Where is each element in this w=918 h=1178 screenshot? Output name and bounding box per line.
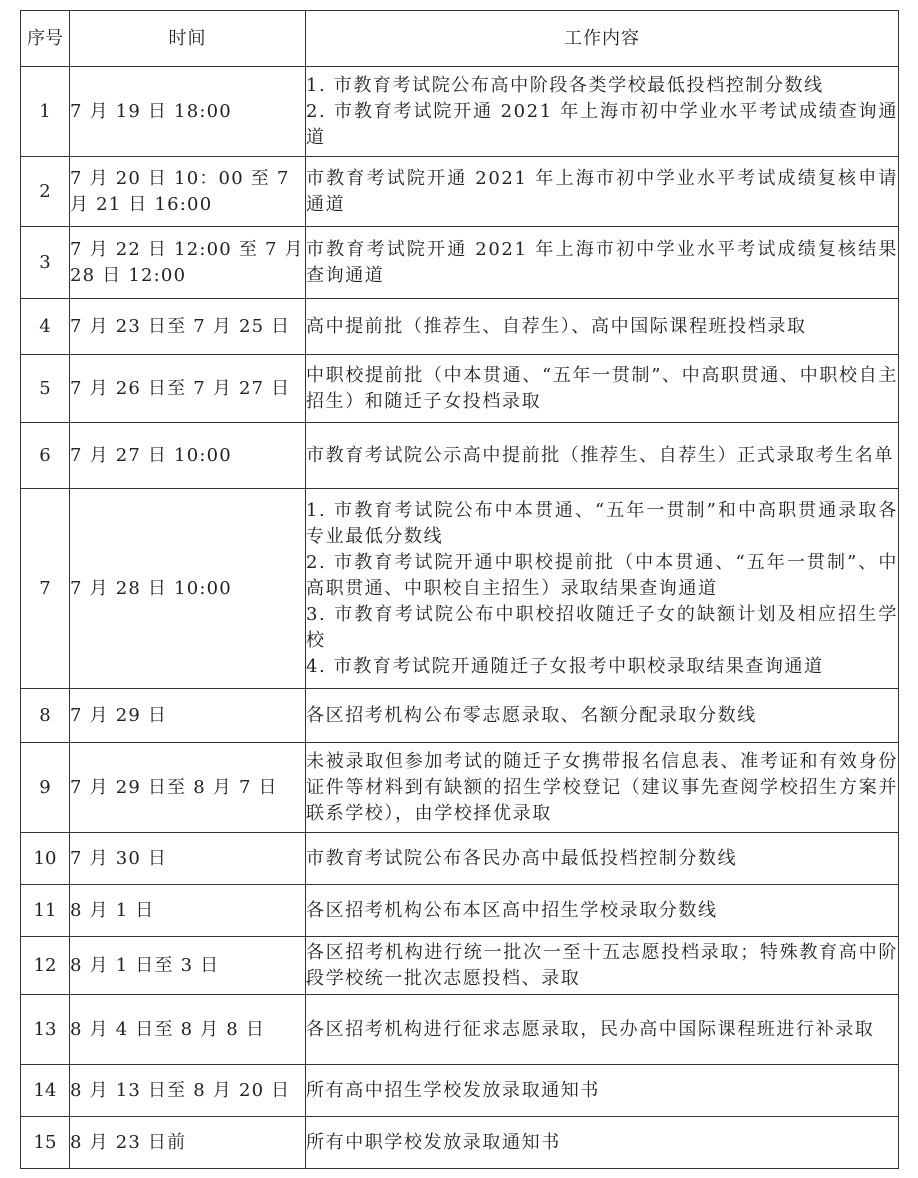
header-time: 时间 — [70, 11, 306, 67]
table-row — [21, 489, 899, 689]
work-item: 高中提前批（推荐生、自荐生）、高中国际课程班投档录取 — [306, 315, 807, 337]
work-item: 市教育考试院公示高中提前批（推荐生、自荐生）正式录取考生名单 — [306, 444, 894, 466]
work-item: 1. 市教育考试院公布高中阶段各类学校最低投档控制分数线 — [306, 74, 824, 96]
table-row — [21, 743, 899, 833]
row-work-content — [306, 743, 899, 833]
work-item: 2. 市教育考试院开通中职校提前批（中本贯通、“五年一贯制”、中高职贯通、中职校自主招生）录取结果查询通道 — [306, 551, 898, 599]
row-work-content — [306, 937, 899, 995]
table-row — [21, 833, 899, 885]
row-seq: 15 — [21, 1117, 70, 1169]
work-item: 所有高中招生学校发放录取通知书 — [306, 1079, 600, 1101]
work-item: 市教育考试院公布各民办高中最低投档控制分数线 — [306, 847, 738, 869]
row-work-content — [306, 227, 899, 299]
table-row — [21, 157, 899, 227]
row-time: 7 月 19 日 18:00 — [70, 67, 306, 157]
row-seq: 7 — [21, 489, 70, 689]
row-time: 7 月 30 日 — [70, 833, 306, 885]
row-seq: 4 — [21, 299, 70, 355]
table-row — [21, 689, 899, 743]
row-time: 7 月 29 日 — [70, 689, 306, 743]
work-item: 2. 市教育考试院开通 2021 年上海市初中学业水平考试成绩查询通道 — [306, 100, 898, 148]
work-item: 各区招考机构进行征求志愿录取，民办高中国际课程班进行补录取 — [306, 1018, 875, 1040]
row-seq: 9 — [21, 743, 70, 833]
table-row — [21, 423, 899, 489]
row-time: 7 月 29 日至 8 月 7 日 — [70, 743, 306, 833]
admission-schedule-table — [20, 10, 899, 1169]
row-work-content — [306, 995, 899, 1065]
row-seq: 1 — [21, 67, 70, 157]
row-seq: 2 — [21, 157, 70, 227]
row-time: 7 月 22 日 12:00 至 7 月 28 日 12:00 — [70, 227, 306, 299]
table-header-row — [21, 11, 899, 67]
header-work: 工作内容 — [306, 11, 899, 67]
table-row — [21, 355, 899, 423]
work-item: 未被录取但参加考试的随迁子女携带报名信息表、准考证和有效身份证件等材料到有缺额的招生学校登记（建议事先查阅学校招生方案并联系学校），由学校择优录取 — [306, 750, 898, 824]
row-work-content — [306, 423, 899, 489]
row-time: 7 月 23 日至 7 月 25 日 — [70, 299, 306, 355]
work-item: 各区招考机构进行统一批次一至十五志愿投档录取；特殊教育高中阶段学校统一批次志愿投档、录取 — [306, 941, 898, 989]
row-seq: 5 — [21, 355, 70, 423]
work-item: 各区招考机构公布本区高中招生学校录取分数线 — [306, 899, 718, 921]
row-time: 8 月 13 日至 8 月 20 日 — [70, 1065, 306, 1117]
row-seq: 8 — [21, 689, 70, 743]
work-item: 1. 市教育考试院公布中本贯通、“五年一贯制”和中高职贯通录取各专业最低分数线 — [306, 499, 898, 547]
row-work-content — [306, 885, 899, 937]
row-time: 8 月 1 日 — [70, 885, 306, 937]
table-row — [21, 937, 899, 995]
row-seq: 11 — [21, 885, 70, 937]
row-time: 7 月 20 日 10：00 至 7 月 21 日 16:00 — [70, 157, 306, 227]
work-item: 市教育考试院开通 2021 年上海市初中学业水平考试成绩复核申请通道 — [306, 167, 898, 215]
table-row — [21, 299, 899, 355]
table-row — [21, 995, 899, 1065]
table-body — [21, 67, 899, 1169]
work-item: 3. 市教育考试院公布中职校招收随迁子女的缺额计划及相应招生学校 — [306, 603, 898, 651]
work-item: 各区招考机构公布零志愿录取、名额分配录取分数线 — [306, 704, 757, 726]
work-item: 4. 市教育考试院开通随迁子女报考中职校录取结果查询通道 — [306, 655, 824, 677]
table-row — [21, 885, 899, 937]
row-time: 7 月 27 日 10:00 — [70, 423, 306, 489]
row-work-content — [306, 299, 899, 355]
work-item: 中职校提前批（中本贯通、“五年一贯制”、中高职贯通、中职校自主招生）和随迁子女投档录取 — [306, 364, 898, 412]
row-work-content — [306, 67, 899, 157]
row-seq: 3 — [21, 227, 70, 299]
work-item: 市教育考试院开通 2021 年上海市初中学业水平考试成绩复核结果查询通道 — [306, 238, 898, 286]
row-time: 8 月 4 日至 8 月 8 日 — [70, 995, 306, 1065]
row-seq: 12 — [21, 937, 70, 995]
row-work-content — [306, 689, 899, 743]
table-row — [21, 227, 899, 299]
row-work-content — [306, 489, 899, 689]
row-seq: 10 — [21, 833, 70, 885]
row-time: 7 月 28 日 10:00 — [70, 489, 306, 689]
row-time: 8 月 23 日前 — [70, 1117, 306, 1169]
table-row — [21, 1065, 899, 1117]
table-row — [21, 67, 899, 157]
row-work-content — [306, 355, 899, 423]
table-row — [21, 1117, 899, 1169]
row-work-content — [306, 1117, 899, 1169]
row-work-content — [306, 833, 899, 885]
row-work-content — [306, 1065, 899, 1117]
row-work-content — [306, 157, 899, 227]
row-seq: 14 — [21, 1065, 70, 1117]
work-item: 所有中职学校发放录取通知书 — [306, 1131, 561, 1153]
row-seq: 6 — [21, 423, 70, 489]
row-seq: 13 — [21, 995, 70, 1065]
row-time: 8 月 1 日至 3 日 — [70, 937, 306, 995]
row-time: 7 月 26 日至 7 月 27 日 — [70, 355, 306, 423]
header-seq: 序号 — [21, 11, 70, 67]
